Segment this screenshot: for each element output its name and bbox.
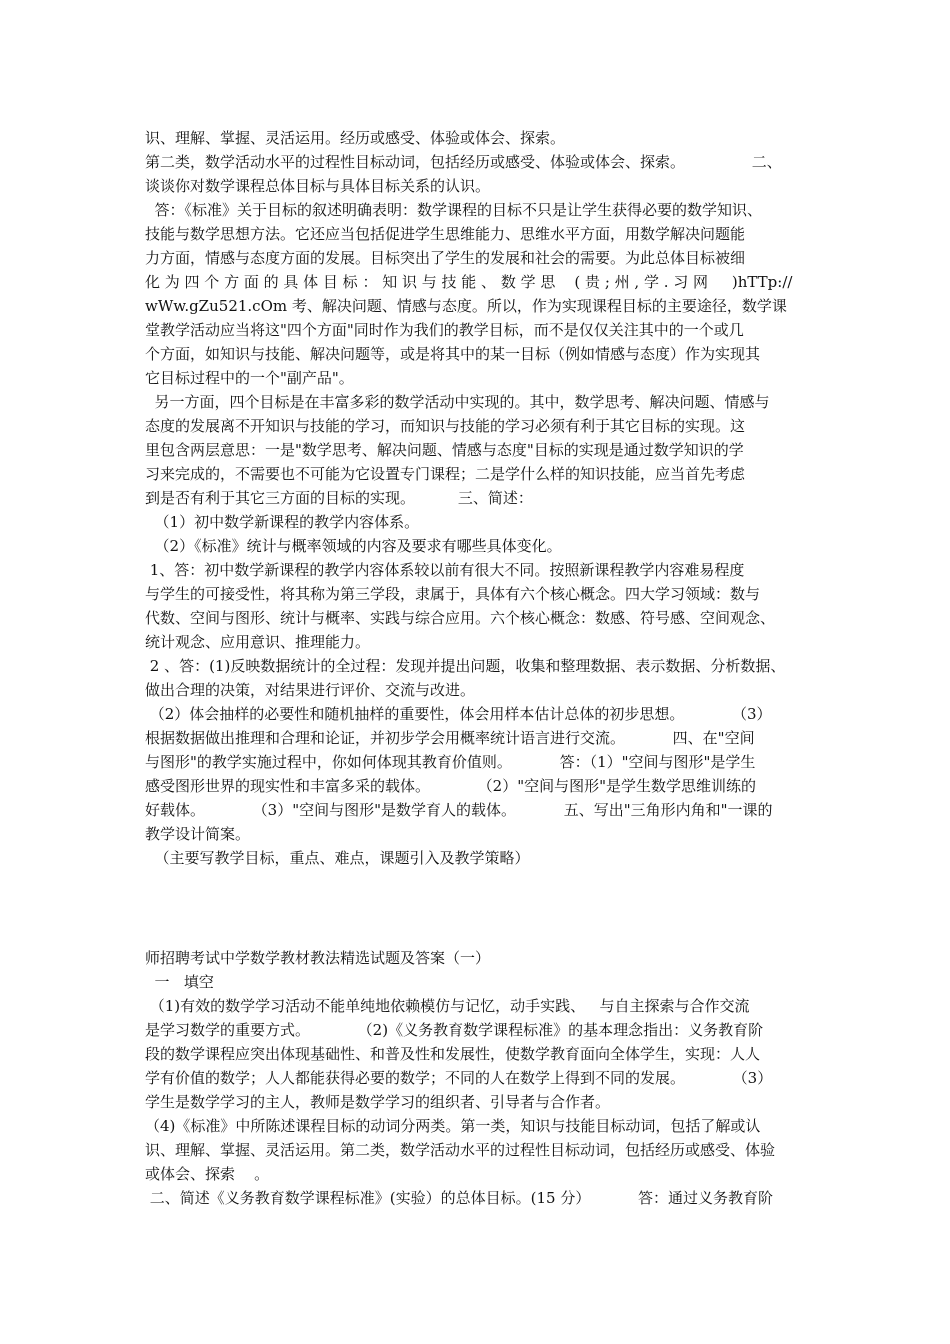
text-line: 识、理解、掌握、灵活运用。第二类，数学活动水平的过程性目标动词，包括经历或感受、体验	[145, 1141, 776, 1159]
text-line: （主要写教学目标，重点、难点，课题引入及教学策略）	[145, 849, 530, 867]
text-line: 二、简述《义务教育数学课程标准》(实验）的总体目标。(15 分） 答：通过义务教育阶	[145, 1189, 774, 1207]
text-line: 与学生的可接受性，将其称为第三学段，隶属于，具体有六个核心概念。四大学习领域：数与	[145, 585, 761, 603]
text-line: 第二类，数学活动水平的过程性目标动词，包括经历或感受、体验或体会、探索。 二、	[145, 153, 782, 171]
text-line: 2 、答：(1)反映数据统计的全过程：发现并提出问题，收集和整理数据、表示数据、分析数据、	[145, 657, 786, 675]
text-line: 里包含两层意思：一是"数学思考、解决问题、情感与态度"目标的实现是通过数学知识的学	[145, 441, 744, 459]
text-line: 技能与数学思想方法。它还应当包括促进学生思维能力、思维水平方面，用数学解决问题能	[145, 225, 746, 243]
text-line: 个方面，如知识与技能、解决问题等，或是将其中的某一目标（例如情感与态度）作为实现其	[145, 345, 761, 363]
text-line: 化 为 四 个 方 面 的 具 体 目 标 ： 知 识 与 技 能 、 数 学 思 ( 贵 ; 州 , 学 . 习 网 )hTTp://	[145, 273, 793, 291]
text-line: 根据数据做出推理和合理和论证，并初步学会用概率统计语言进行交流。 四、在"空间	[145, 729, 755, 747]
text-line: 好载体。 （3）"空间与图形"是数学育人的载体。 五、写出"三角形内角和"一课的	[145, 801, 773, 819]
text-line: wWw.gZu521.cOm 考、解决问题、情感与态度。所以，作为实现课程目标的主要途径，数学课	[145, 297, 787, 315]
text-line: 另一方面，四个目标是在丰富多彩的数学活动中实现的。其中，数学思考、解决问题、情感与	[145, 393, 770, 411]
text-line: 感受图形世界的现实性和丰富多采的载体。 （2）"空间与图形"是学生数学思维训练的	[145, 777, 757, 795]
text-line: （1)有效的数学学习活动不能单纯地依赖模仿与记忆，动手实践、 与自主探索与合作交流	[145, 997, 750, 1015]
section-title: 师招聘考试中学数学教材教法精选试题及答案（一）	[145, 949, 491, 967]
text-line: （2）《标准》统计与概率领域的内容及要求有哪些具体变化。	[145, 537, 562, 555]
text-line: 是学习数学的重要方式。 （2)《义务教育数学课程标准》的基本理念指出：义务教育阶	[145, 1021, 764, 1039]
text-line: 谈谈你对数学课程总体目标与具体目标关系的认识。	[145, 177, 491, 195]
text-line: 学生是数学学习的主人，教师是数学学习的组织者、引导者与合作者。	[145, 1093, 611, 1111]
text-line: 答：《标准》关于目标的叙述明确表明：数学课程的目标不只是让学生获得必要的数学知识、	[145, 201, 763, 219]
text-line: 或体会、探索 。	[145, 1165, 270, 1183]
text-line: 教学设计简案。	[145, 825, 251, 843]
text-line: 态度的发展离不开知识与技能的学习，而知识与技能的学习必须有利于其它目标的实现。这	[145, 417, 746, 435]
text-line: 代数、空间与图形、统计与概率、实践与综合应用。六个核心概念：数感、符号感、空间观念、	[145, 609, 776, 627]
document-section-exam	[145, 946, 815, 1210]
text-line: （1）初中数学新课程的教学内容体系。	[145, 513, 420, 531]
text-line: 它目标过程中的一个"副产品"。	[145, 369, 354, 387]
text-line: 识、理解、掌握、灵活运用。经历或感受、体验或体会、探索。	[145, 129, 566, 147]
text-line: 与图形"的教学实施过程中，你如何体现其教育价值则。 答：（1）"空间与图形"是学生	[145, 753, 756, 771]
text-line: 统计观念、应用意识、推理能力。	[145, 633, 371, 651]
text-line: （4)《标准》中所陈述课程目标的动词分两类。第一类，知识与技能目标动词，包括了解或认	[145, 1117, 761, 1135]
text-line: 习来完成的，不需要也不可能为它设置专门课程；二是学什么样的知识技能，应当首先考虑	[145, 465, 746, 483]
text-line: 到是否有利于其它三方面的目标的实现。 三、简述：	[145, 489, 533, 507]
text-line: 1、答：初中数学新课程的教学内容体系较以前有很大不同。按照新课程教学内容难易程度	[145, 561, 745, 579]
document-section-answers	[145, 126, 815, 870]
text-line: 力方面，情感与态度方面的发展。目标突出了学生的发展和社会的需要。为此总体目标被细	[145, 249, 746, 267]
text-line: 学有价值的数学；人人都能获得必要的数学；不同的人在数学上得到不同的发展。 （3）	[145, 1069, 773, 1087]
text-line: （2）体会抽样的必要性和随机抽样的重要性，体会用样本估计总体的初步思想。 （3）	[145, 705, 772, 723]
text-line: 做出合理的决策，对结果进行评价、交流与改进。	[145, 681, 476, 699]
text-line: 堂教学活动应当将这"四个方面"同时作为我们的教学目标，而不是仅仅关注其中的一个或几	[145, 321, 744, 339]
text-line: 段的数学课程应突出体现基础性、和普及性和发展性，使数学教育面向全体学生，实现：人人	[145, 1045, 761, 1063]
text-line: 一 填空	[145, 973, 214, 991]
